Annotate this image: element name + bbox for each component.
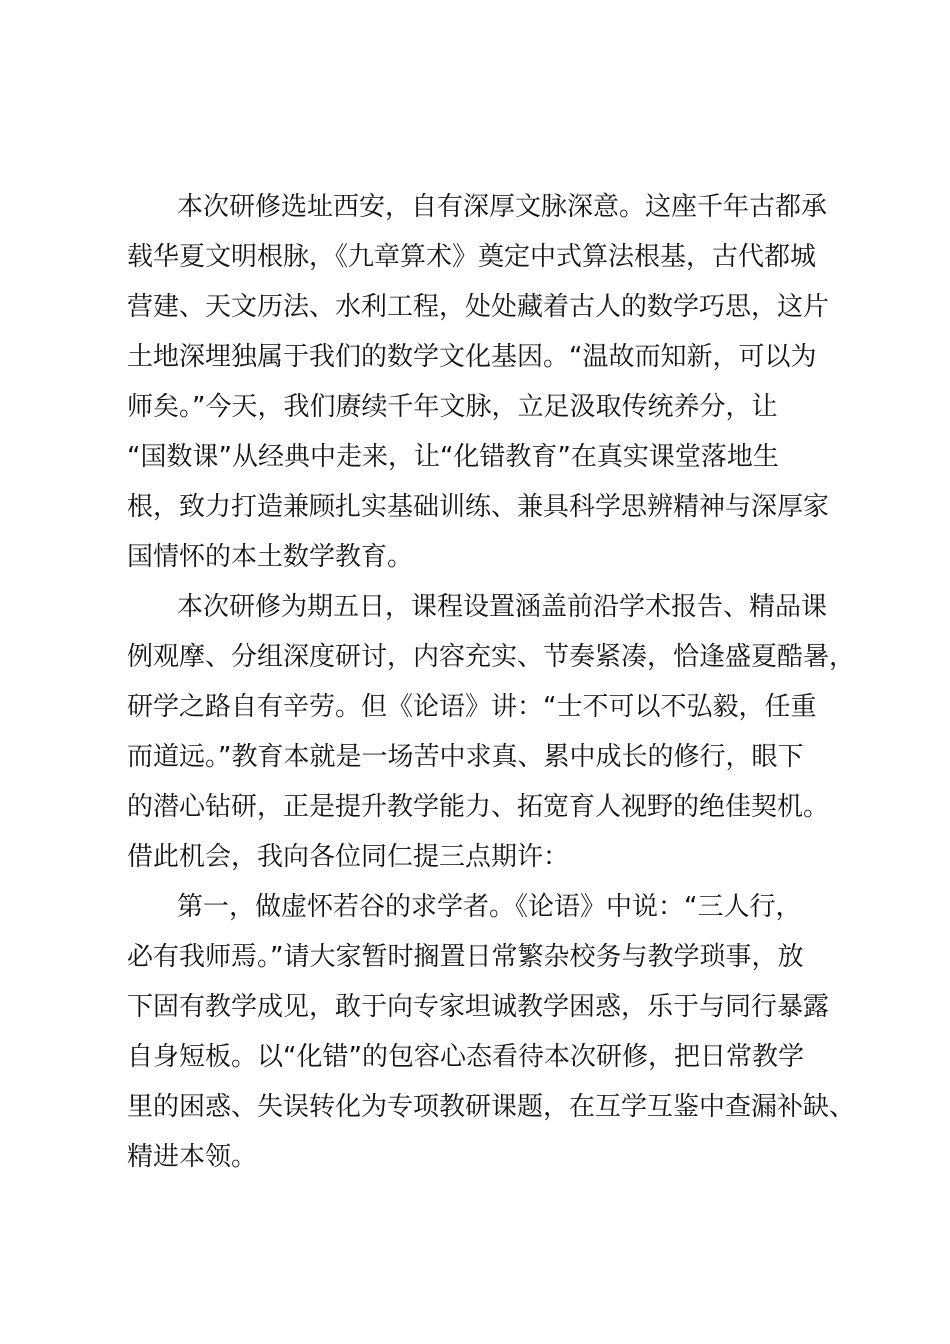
text-line: 精进本领。 [127, 1142, 258, 1172]
text-line: 的潜心钻研，正是提升教学能力、拓宽育人视野的绝佳契机。 [127, 792, 830, 822]
text-line: 第一，做虚怀若谷的求学者。《论语》中说：“三人行， [177, 892, 802, 922]
text-line: 根，致力打造兼顾扎实基础训练、兼具科学思辨精神与深厚家 [127, 492, 830, 522]
text-line: “国数课”从经典中走来，让“化错教育”在真实课堂落地生 [127, 442, 779, 472]
text-line: 里的困惑、失误转化为专项教研课题，在互学互鉴中查漏补缺、 [127, 1092, 856, 1122]
text-line: 下固有教学成见，敢于向专家坦诚教学困惑，乐于与同行暴露 [127, 992, 830, 1022]
text-line: 研学之路自有辛劳。但《论语》讲：“士不可以不弘毅，任重 [127, 692, 817, 722]
text-line: 载华夏文明根脉，《九章算术》奠定中式算法根基，古代都城 [127, 242, 817, 272]
text-line: 必有我师焉。”请大家暂时搁置日常繁杂校务与教学琐事，放 [127, 942, 804, 972]
text-line: 师矣。”今天，我们赓续千年文脉，立足汲取传统养分，让 [127, 392, 778, 422]
text-line: 土地深埋独属于我们的数学文化基因。“温故而知新，可以为 [127, 342, 817, 372]
text-line: 而道远。”教育本就是一场苦中求真、累中成长的修行，眼下 [127, 742, 804, 772]
text-line: 国情怀的本土数学教育。 [127, 542, 414, 572]
text-line: 本次研修选址西安，自有深厚文脉深意。这座千年古都承 [177, 192, 828, 222]
text-line: 借此机会，我向各位同仁提三点期许： [127, 842, 570, 872]
text-line: 营建、天文历法、水利工程，处处藏着古人的数学巧思，这片 [127, 292, 830, 322]
text-line: 例观摩、分组深度研讨，内容充实、节奏紧凑，恰逢盛夏酷暑， [127, 642, 856, 672]
text-line: 本次研修为期五日，课程设置涵盖前沿学术报告、精品课 [177, 592, 828, 622]
text-line: 自身短板。以“化错”的包容心态看待本次研修，把日常教学 [127, 1042, 804, 1072]
